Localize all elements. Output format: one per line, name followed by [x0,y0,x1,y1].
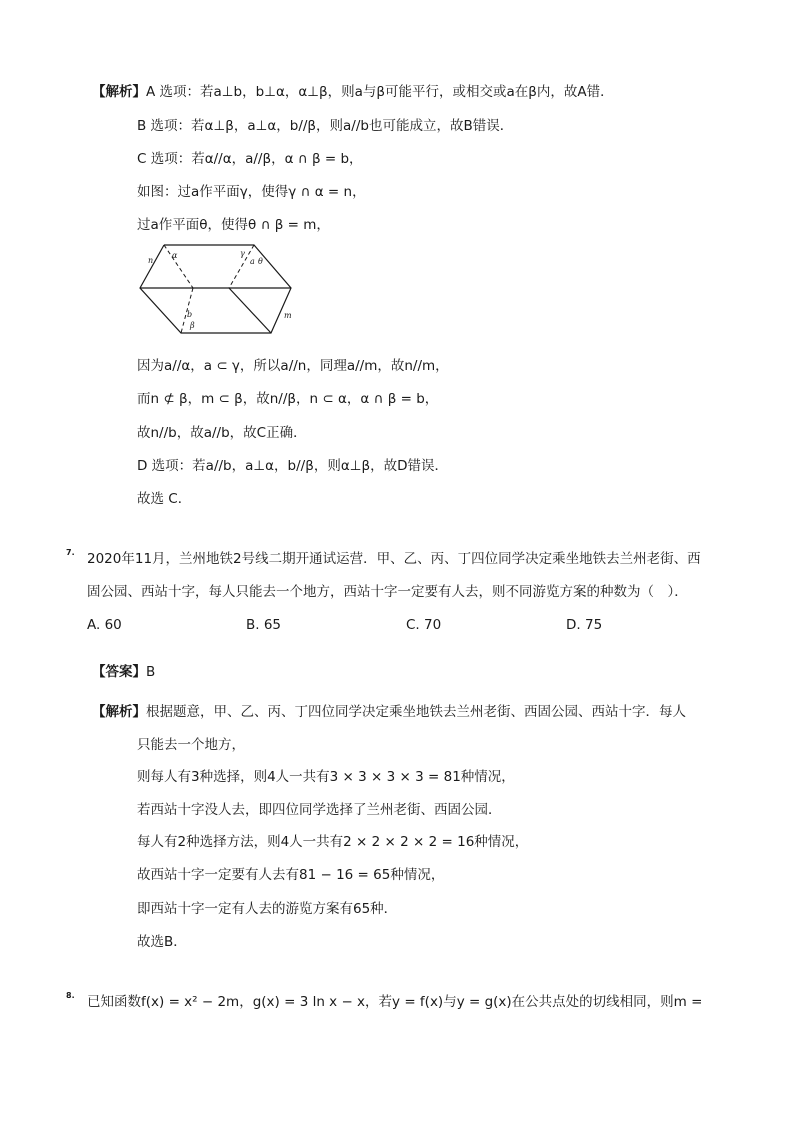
label-m: m [284,311,292,320]
q6-option-b-analysis: B 选项：若α⊥β，a⊥α，b//β，则a//b也可能成立，故B错误． [137,118,514,134]
q6-analysis-a [92,83,614,101]
planes-figure [136,240,296,340]
q7-analysis-3: 则每人有3种选择，则4人一共有3 × 3 × 3 × 3 = 81种情况， [137,769,515,785]
q7-stem-line-1: 2020年11月，兰州地铁2号线二期开通试运营．甲、乙、丙、丁四位同学决定乘坐地铁去兰州老街、西 [87,551,701,567]
q7-number: 7. [66,548,75,557]
label-alpha: α [172,251,178,260]
q7-analysis-4: 若西站十字没人去，即四位同学选择了兰州老街、西固公园． [137,802,502,818]
q6-theta-line: 过a作平面θ，使得θ ∩ β = m， [137,217,330,233]
analysis-tag: 【解析】 [92,704,146,720]
q7-stem-line-2: 固公园、西站十字，每人只能去一个地方，西站十字一定要有人去，则不同游览方案的种数为（ ）． [87,584,688,600]
q7-analysis-7: 即西站十字一定有人去的游览方案有65种． [137,901,398,917]
q7-analysis-5: 每人有2种选择方法，则4人一共有2 × 2 × 2 × 2 = 16种情况， [137,834,529,850]
q7-option-b: B. 65 [246,617,282,633]
label-n: n [148,256,154,265]
q6-choose: 故选 C． [137,491,192,507]
answer-tag: 【答案】 [92,664,146,680]
q8-stem: 已知函数f(x) = x² − 2m，g(x) = 3 ln x − x，若y = f(x)与y = g(x)在公共点处的切线相同，则m = [87,994,703,1010]
q6-figure-intro: 如图：过a作平面γ，使得γ ∩ α = n， [137,184,366,200]
option-a-analysis: A 选项：若a⊥b，b⊥α，α⊥β，则a与β可能平行，或相交或a在β内，故A错． [146,84,614,100]
label-b: b [187,310,193,319]
analysis-tag: 【解析】 [92,84,146,100]
answer-value: B [146,664,156,680]
q6-option-d-analysis: D 选项：若a//b，a⊥α，b//β，则α⊥β，故D错误． [137,458,449,474]
q6-and-line: 而n ⊄ β，m ⊂ β，故n//β，n ⊂ α，α ∩ β = b， [137,391,439,407]
q8-number: 8. [66,991,75,1000]
label-a: a [250,257,255,266]
label-beta: β [190,321,195,330]
q7-option-d: D. 75 [566,617,603,633]
q6-because-line: 因为a//α，a ⊂ γ，所以a//n，同理a//m，故n//m， [137,358,449,374]
label-theta: θ [258,257,263,266]
label-gamma: γ [240,249,245,258]
q7-analysis-2: 只能去一个地方， [137,737,245,753]
q7-option-c: C. 70 [406,617,442,633]
q7-option-a: A. 60 [87,617,122,633]
q7-choose: 故选B． [137,934,187,950]
q7-answer [92,663,155,681]
q7-analysis-1 [92,703,686,721]
q6-option-c-analysis: C 选项：若α//α，a//β，α ∩ β = b， [137,151,363,167]
q6-so-line: 故n//b，故a//b，故C正确． [137,425,307,441]
q7-analysis-6: 故西站十字一定要有人去有81 − 16 = 65种情况， [137,867,445,883]
analysis-text: 根据题意，甲、乙、丙、丁四位同学决定乘坐地铁去兰州老街、西固公园、西站十字．每人 [146,704,686,720]
